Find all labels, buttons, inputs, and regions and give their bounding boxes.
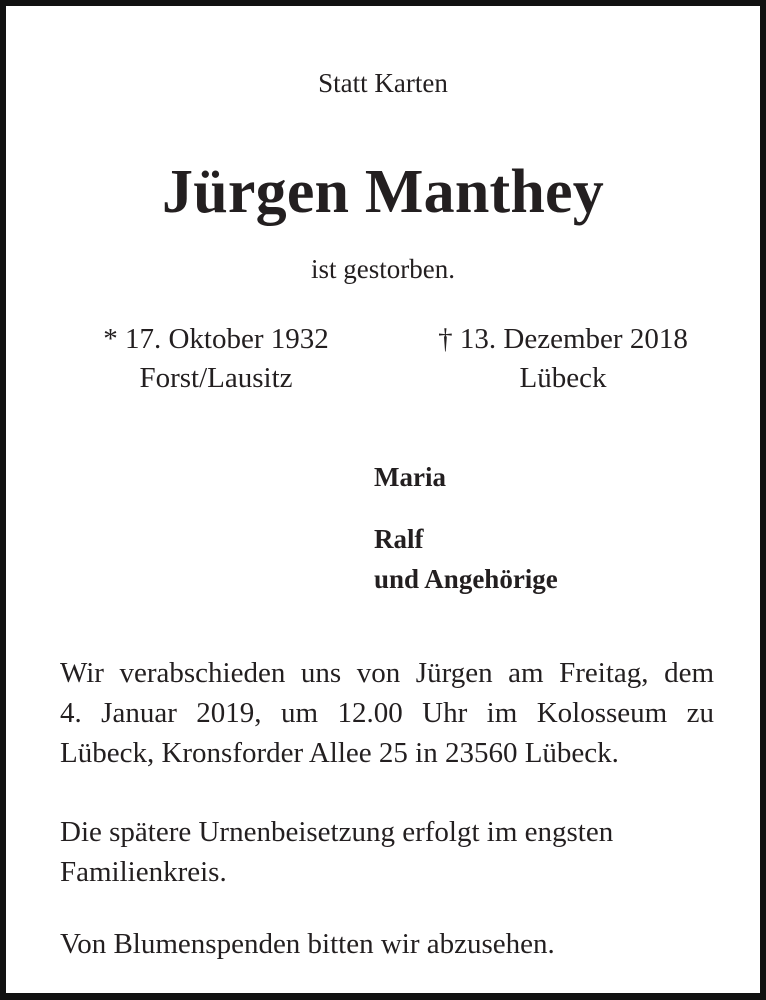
birth-date: * 17. Oktober 1932 (103, 323, 329, 355)
paragraph-line: Die spätere Urnenbeisetzung erfolgt im engsten (60, 816, 614, 848)
mourner-relatives: und Angehörige (374, 564, 558, 594)
deceased-name: Jürgen Manthey (162, 158, 604, 226)
paragraph-line: Familienkreis. (60, 856, 227, 888)
mourner-maria: Maria (374, 462, 446, 492)
paragraph-line: 4. Januar 2019, um 12.00 Uhr im Kolosseum zu (60, 697, 714, 729)
mourner-ralf: Ralf (374, 524, 424, 554)
paragraph-line: Lübeck, Kronsforder Allee 25 in 23560 Lübeck. (60, 737, 619, 769)
birth-place: Forst/Lausitz (139, 362, 293, 394)
died-note: ist gestorben. (311, 254, 455, 284)
paragraph-line: Von Blumenspenden bitten wir abzusehen. (60, 928, 555, 960)
death-place: Lübeck (519, 362, 607, 394)
urn-burial-paragraph (60, 812, 714, 892)
farewell-paragraph (60, 653, 714, 773)
paragraph-line: Wir verabschieden uns von Jürgen am Freitag, dem (60, 657, 714, 689)
flowers-paragraph (60, 924, 714, 964)
death-date: † 13. Dezember 2018 (438, 323, 688, 355)
header-statt-karten: Statt Karten (318, 68, 448, 98)
